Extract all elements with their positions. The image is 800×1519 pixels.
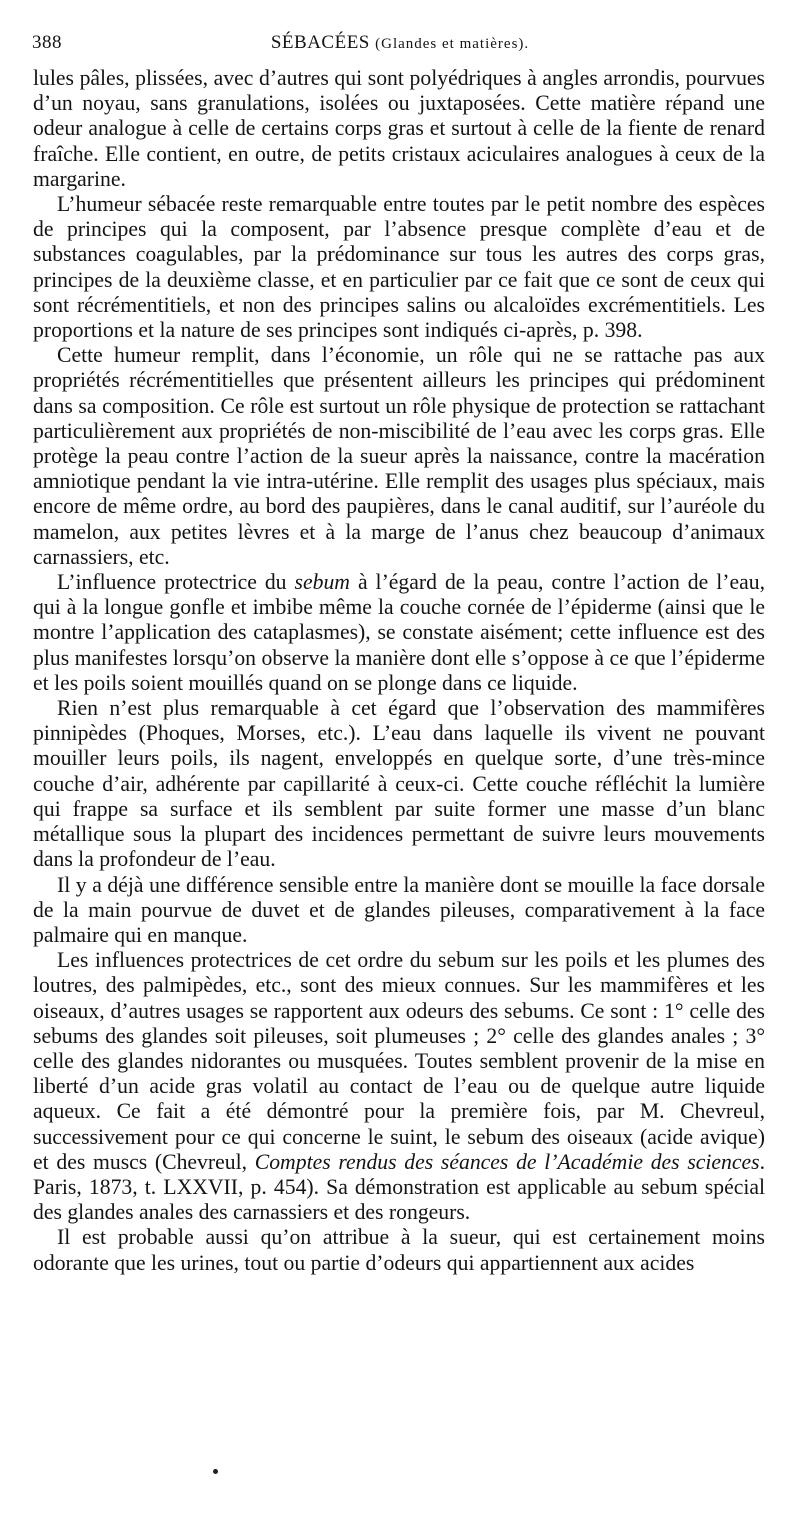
body-text — [33, 66, 765, 1276]
text-run: . Paris, 1873, t. LXXVII, p. 454). Sa démonstration est applicable au sebum spécial des glandes anales des carnassiers et des rongeurs. — [33, 1149, 765, 1225]
text-run: L’influence protectrice du — [57, 570, 295, 595]
running-title — [32, 32, 768, 54]
page-number: 388 — [32, 32, 62, 53]
paragraph-sueur: Il est probable aussi qu’on attribue à la sueur, qui est certainement moins odorante que les urines, tout ou partie d’odeurs qui appartiennent aux acides — [33, 1225, 765, 1275]
text-run: à l’égard de la peau, contre l’action de l’eau, qui à la longue gonfle et imbibe même la couche cornée de l’épiderme (ainsi que le montre l’application des cataplasmes), se constate aisément; cette influence est des plus manifestes lorsqu’on observe la manière dont elle s’oppose à ce que l’épiderme et les poils soient mouillés quand on se plonge dans ce liquide. — [33, 570, 766, 695]
paragraph-main: Il y a déjà une différence sensible entre la manière dont se mouille la face dorsale de la main pourvue de duvet et de glandes pileuses, comparativement à la face palmaire qui en manque. — [33, 872, 765, 947]
italic-citation: Comptes rendus des séances de l’Académie des sciences — [254, 1149, 760, 1174]
printer-dot-mark — [213, 1469, 218, 1474]
running-title-sub: (Glandes et matières). — [375, 36, 530, 52]
italic-term: sebum — [294, 570, 350, 595]
paragraph-influence-sebum — [33, 570, 765, 696]
paragraph-continued: lules pâles, plissées, avec d’autres qui sont polyédriques à angles arrondis, pourvues d’un noyau, sans granulations, isolées ou juxtaposées. Cette matière répand une odeur analogue à celle de certains corps gras et surtout à celle de la fiente de renard fraîche. Elle contient, en outre, de petits cristaux aciculaires analogues à ceux de la margarine. — [33, 66, 765, 191]
paragraph-humeur-sebacee: L’humeur sébacée reste remarquable entre toutes par le petit nombre des espèces de principes qui la composent, par l’absence presque complète d’eau et de substances coagulables, par la prédominance sur tous les autres des corps gras, principes de la deuxième classe, et en particulier par ce fait que ce sont de ceux qui sont récrémentitiels, et non des principes salins ou alcaloïdes excrémentitiels. Les proportions et la nature de ses principes sont indiqués ci-après, p. 398. — [33, 192, 765, 343]
running-title-main: SÉBACÉES — [270, 32, 370, 53]
paragraph-role-protection: Cette humeur remplit, dans l’économie, un rôle qui ne se rattache pas aux propriétés récrémentitielles que présentent ailleurs les principes qui prédominent dans sa composition. Ce rôle est surtout un rôle physique de protection se rattachant particulièrement aux propriétés de non-miscibilité de l’eau avec les corps gras. Elle protège la peau contre l’action de la sueur après la naissance, contre la macération amniotique pendant la vie intra-utérine. Elle remplit des usages plus spéciaux, mais encore de même ordre, au bord des paupières, dans le canal auditif, sur l’auréole du mamelon, aux petites lèvres et à la marge de l’anus chez beaucoup d’animaux carnassiers, etc. — [33, 343, 765, 569]
paragraph-pinnipedes: Rien n’est plus remarquable à cet égard que l’observation des mammifères pinnipèdes (Phoques, Morses, etc.). L’eau dans laquelle ils vivent ne pouvant mouiller leurs poils, ils nagent, enveloppés en quelque sorte, d’une très-mince couche d’air, adhérente par capillarité à ceux-ci. Cette couche réfléchit la lumière qui frappe sa surface et ils semblent par suite former une masse d’un blanc métallique sous la plupart des incidences permettant de suivre leurs mouvements dans la profondeur de l’eau. — [33, 696, 765, 872]
paragraph-odeurs-sebums — [33, 948, 765, 1225]
text-run: Les influences protectrices de cet ordre du sebum sur les poils et les plumes des loutres, des palmipèdes, etc., sont des mieux connues. Sur les mammifères et les oiseaux, d’autres usages se rapportent aux odeurs des sebums. Ce sont : 1° celle des sebums des glandes soit pileuses, soit plumeuses ; 2° celle des glandes anales ; 3° celle des glandes nidorantes ou musquées. Toutes semblent provenir de la mise en liberté d’un acide gras volatil au contact de l’eau ou de quelque autre liquide aqueux. Ce fait a été démontré pour la première fois, par M. Chevreul, successivement pour ce qui concerne le suint, le sebum des oiseaux (acide avique) et des muscs (Chevreul, — [33, 948, 765, 1174]
running-header — [32, 32, 768, 58]
